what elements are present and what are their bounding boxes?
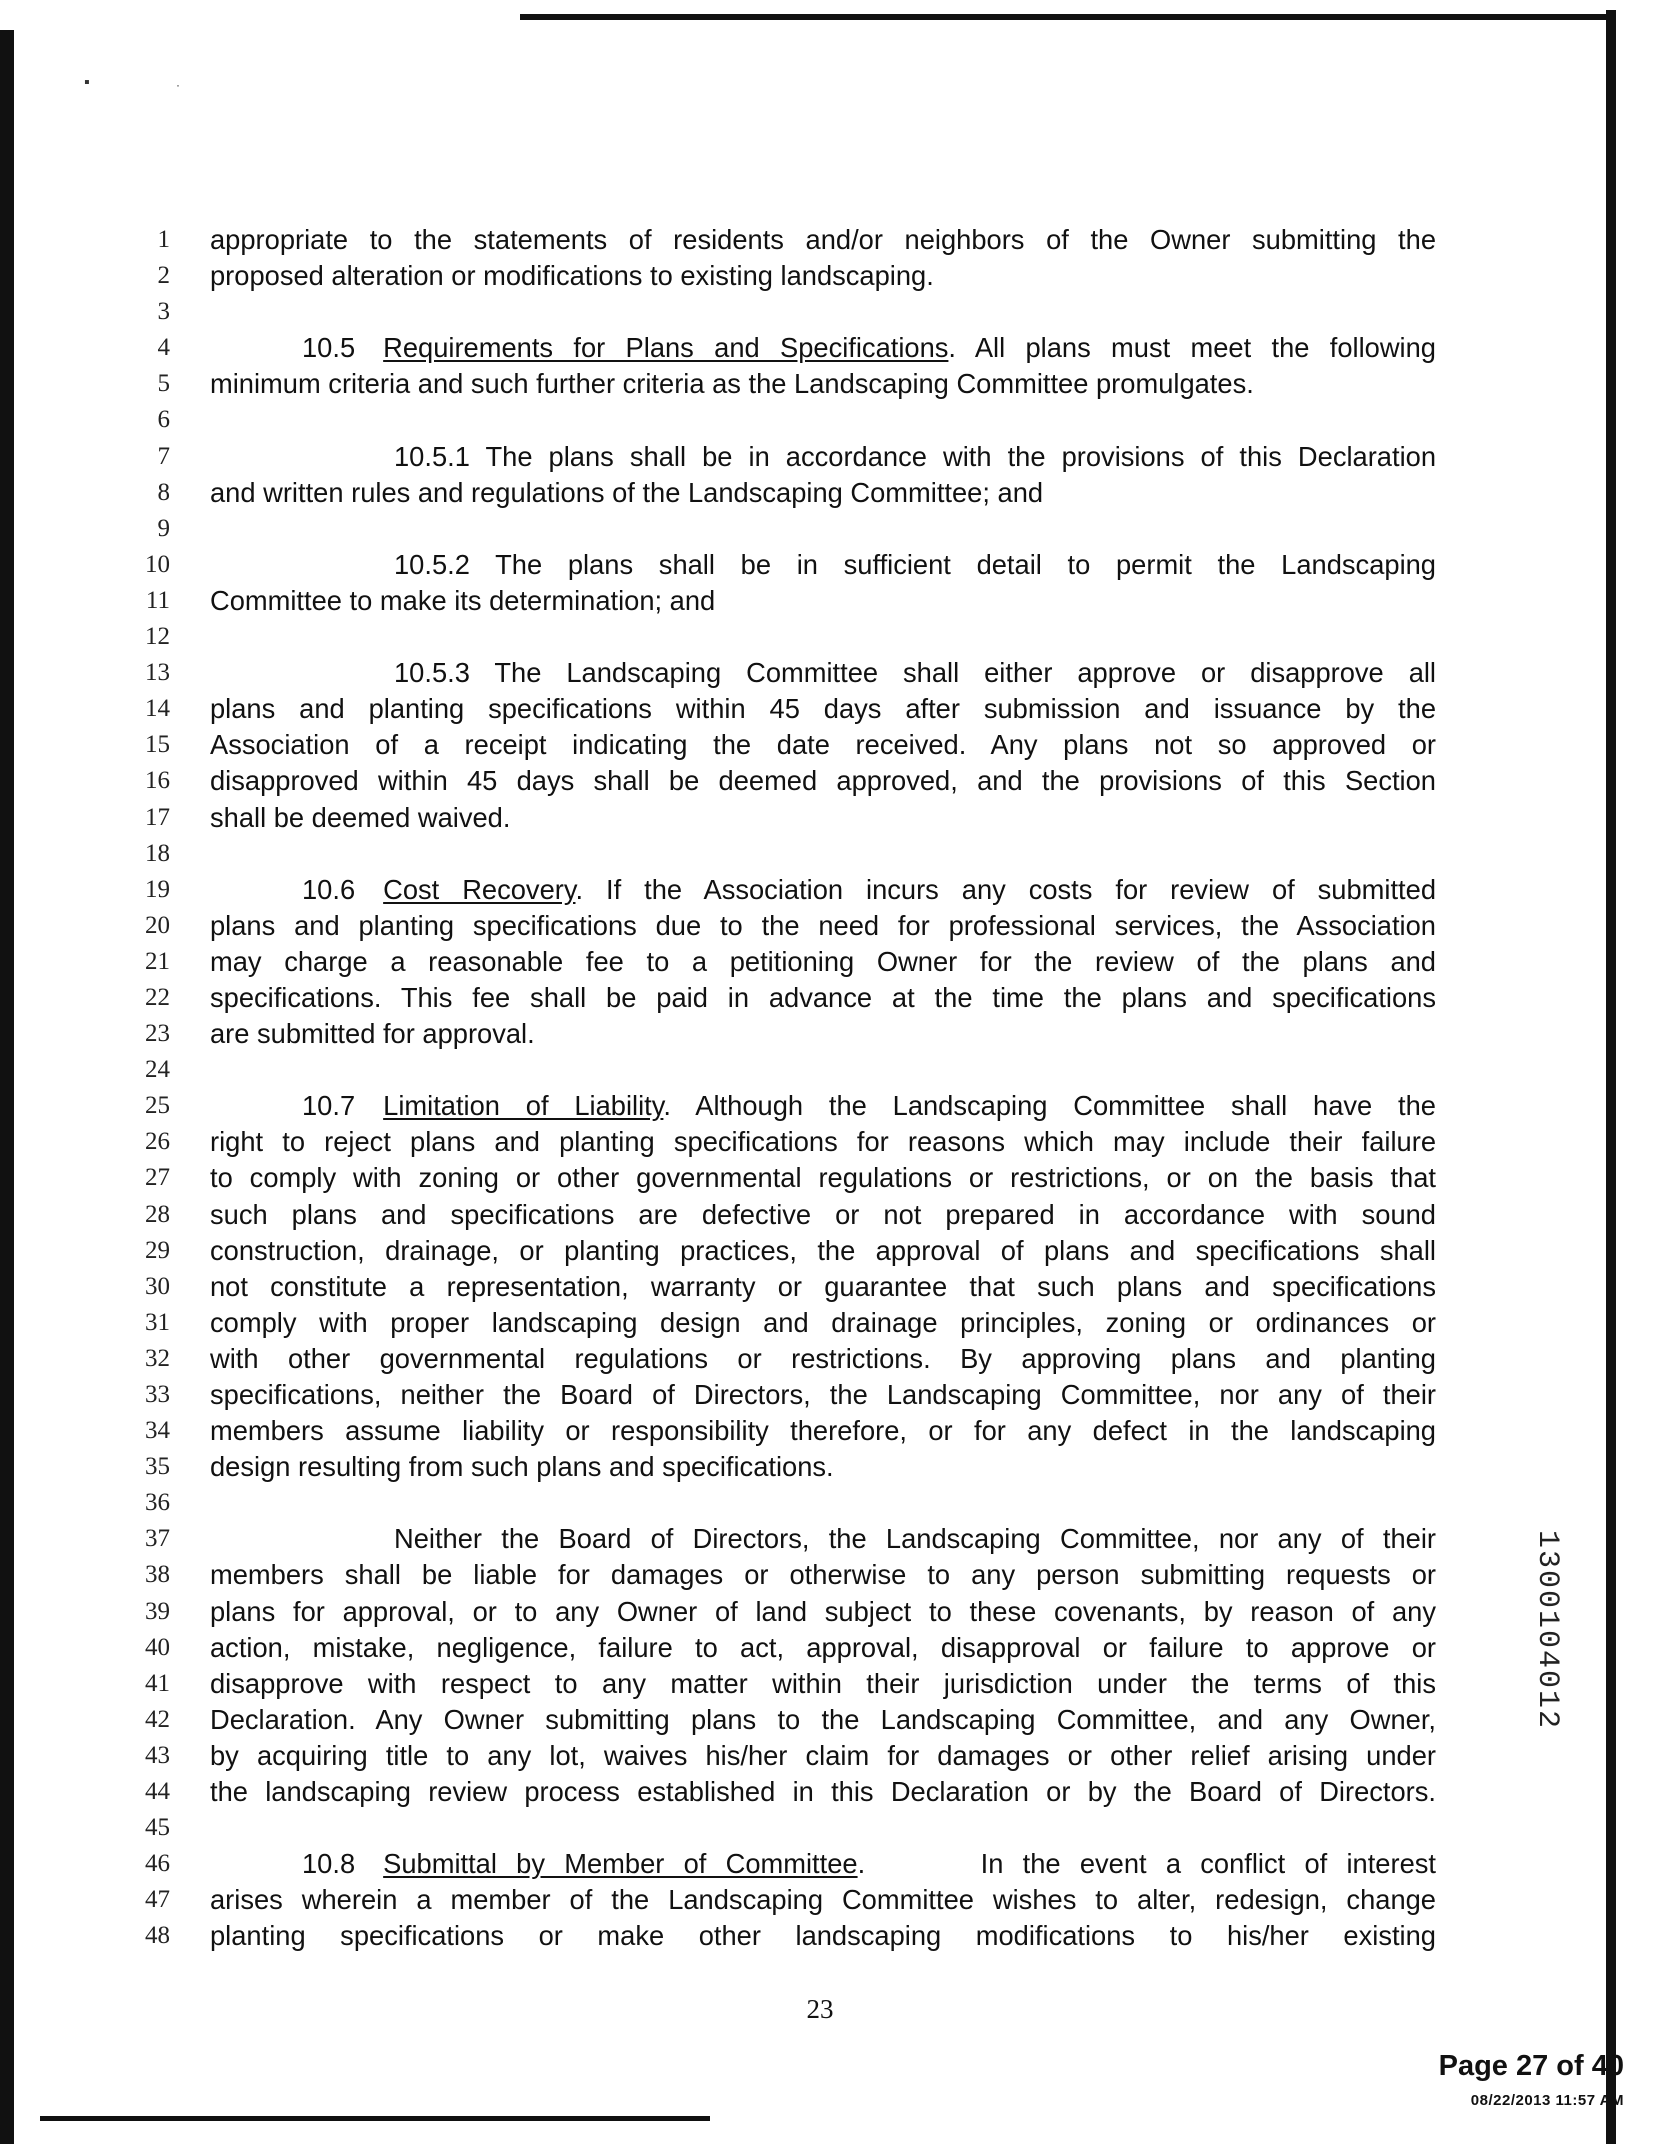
text-line: the landscaping review process established in this Declaration or by the Board of Directors. — [210, 1776, 1436, 1808]
text-line: and written rules and regulations of the Landscaping Committee; and — [210, 476, 1044, 508]
text-run: . In the event a conflict of interest — [857, 1848, 1436, 1880]
text-line: minimum criteria and such further criteria as the Landscaping Committee promulgates. — [210, 368, 1254, 400]
text-line: specifications, neither the Board of Directors, the Landscaping Committee, nor any of their — [210, 1379, 1436, 1410]
text-line: plans and planting specifications within 45 days after submission and issuance by the — [210, 693, 1436, 725]
text-run: . If the Association incurs any costs for review of submitted — [575, 873, 1437, 905]
line-number: 15 — [145, 731, 170, 759]
line-number: 35 — [145, 1453, 170, 1481]
blank-line — [210, 1052, 1436, 1088]
line-number: 21 — [145, 947, 170, 975]
section-number: 10.5 — [302, 332, 356, 364]
section-title: Cost Recovery — [383, 873, 576, 905]
line-number: 18 — [145, 839, 170, 867]
text-line: Association of a receipt indicating the date received. Any plans not so approved or — [210, 729, 1436, 761]
line-number: 45 — [145, 1814, 170, 1842]
section-title: Limitation of Liability — [383, 1090, 664, 1122]
text-line: comply with proper landscaping design and drainage principles, zoning or ordinances or — [210, 1306, 1436, 1338]
line-number: 34 — [145, 1417, 170, 1445]
line-number: 22 — [145, 983, 170, 1011]
text-line: Neither the Board of Directors, the Landscaping Committee, nor any of their — [394, 1523, 1436, 1555]
line-number: 28 — [145, 1200, 170, 1228]
text-line: are submitted for approval. — [210, 1018, 535, 1050]
section-title: Requirements for Plans and Specifications — [383, 332, 949, 364]
line-number: 3 — [157, 298, 170, 326]
section-10-8-heading-line — [210, 1846, 1436, 1882]
page-of-count: Page 27 of 40 — [1438, 2050, 1624, 2082]
text-line: right to reject plans and planting specifications for reasons which may include their failure — [210, 1126, 1436, 1158]
text-line: planting specifications or make other landscaping modifications to his/her existing — [210, 1920, 1436, 1952]
scan-speck: ▪ — [84, 74, 90, 91]
text-line: Declaration. Any Owner submitting plans to the Landscaping Committee, and any Owner, — [210, 1703, 1436, 1735]
scan-left-edge — [0, 30, 14, 2144]
scan-bottom-rule — [40, 2116, 710, 2121]
scan-top-rule — [520, 14, 1610, 20]
line-number: 2 — [157, 262, 170, 290]
text-line: disapproved within 45 days shall be deemed approved, and the provisions of this Section — [210, 765, 1436, 797]
blank-line — [210, 1485, 1436, 1521]
line-number: 24 — [145, 1056, 170, 1084]
text-run: . All plans must meet the following — [948, 332, 1436, 364]
text-line: plans and planting specifications due to the need for professional services, the Association — [210, 909, 1436, 941]
text-line: 10.5.1 The plans shall be in accordance with the provisions of this Declaration — [394, 440, 1436, 472]
line-number: 5 — [157, 370, 170, 398]
text-line: 10.5.3 The Landscaping Committee shall either approve or disapprove all — [394, 657, 1436, 689]
text-run: . Although the Landscaping Committee shall have the — [663, 1090, 1436, 1122]
line-number: 43 — [145, 1741, 170, 1769]
blank-line — [210, 619, 1436, 655]
blank-line — [210, 836, 1436, 872]
text-line: Committee to make its determination; and — [210, 584, 716, 616]
side-document-number-text: 1300104012 — [1530, 1530, 1564, 1731]
text-line: action, mistake, negligence, failure to act, approval, disapproval or failure to approve or — [210, 1631, 1436, 1663]
section-title: Submittal by Member of Committee — [383, 1848, 858, 1880]
recording-timestamp: 08/22/2013 11:57 AM — [1470, 2092, 1624, 2109]
line-number: 42 — [145, 1705, 170, 1733]
text-line: shall be deemed waived. — [210, 801, 511, 833]
text-line: with other governmental regulations or restrictions. By approving plans and planting — [210, 1342, 1436, 1374]
text-line: 10.5.2 The plans shall be in sufficient detail to permit the Landscaping — [394, 548, 1436, 580]
line-number: 47 — [145, 1886, 170, 1914]
line-number: 33 — [145, 1381, 170, 1408]
text-line: not constitute a representation, warranty or guarantee that such plans and specifications — [210, 1270, 1436, 1302]
side-document-number — [1526, 1530, 1570, 1790]
line-number: 36 — [145, 1489, 170, 1517]
line-number: 27 — [145, 1164, 170, 1192]
line-number: 29 — [145, 1236, 170, 1264]
line-number: 14 — [145, 695, 170, 723]
text-line: appropriate to the statements of residents and/or neighbors of the Owner submitting the — [210, 224, 1436, 255]
text-line: disapprove with respect to any matter within their jurisdiction under the terms of this — [210, 1667, 1436, 1699]
line-number: 16 — [145, 767, 170, 795]
line-number: 17 — [145, 803, 170, 831]
line-number: 12 — [145, 623, 170, 651]
line-number: 39 — [145, 1597, 170, 1625]
section-number: 10.7 — [302, 1090, 356, 1122]
line-number: 38 — [145, 1561, 170, 1589]
line-number: 23 — [145, 1020, 170, 1048]
line-number: 25 — [145, 1092, 170, 1120]
section-10-6-heading-line — [210, 872, 1436, 908]
text-line: by acquiring title to any lot, waives his/her claim for damages or other relief arising under — [210, 1739, 1436, 1771]
line-number: 26 — [145, 1128, 170, 1156]
text-line: proposed alteration or modifications to existing landscaping. — [210, 260, 934, 292]
scan-right-edge — [1606, 10, 1616, 2144]
line-number: 40 — [145, 1633, 170, 1661]
line-number: 41 — [145, 1669, 170, 1697]
text-line: plans for approval, or to any Owner of land subject to these covenants, by reason of any — [210, 1595, 1436, 1627]
document-body — [210, 222, 1436, 1955]
blank-line — [210, 1810, 1436, 1846]
line-number: 7 — [157, 442, 170, 470]
text-line: members shall be liable for damages or otherwise to any person submitting requests or — [210, 1559, 1436, 1591]
line-number: 11 — [145, 586, 170, 614]
line-number: 19 — [145, 875, 170, 903]
line-number: 30 — [145, 1272, 170, 1300]
line-number: 10 — [145, 550, 170, 578]
line-number: 20 — [145, 911, 170, 939]
line-number: 44 — [145, 1778, 170, 1806]
line-number: 46 — [145, 1850, 170, 1878]
line-number-column — [120, 222, 170, 1955]
line-number: 32 — [145, 1344, 170, 1372]
section-number: 10.8 — [302, 1848, 356, 1880]
text-line: to comply with zoning or other governmental regulations or restrictions, or on the basis that — [210, 1162, 1436, 1194]
text-line: members assume liability or responsibility therefore, or for any defect in the landscaping — [210, 1415, 1436, 1447]
text-line: specifications. This fee shall be paid in advance at the time the plans and specifications — [210, 981, 1436, 1013]
scan-speck: · — [176, 78, 180, 92]
section-10-5-heading-line — [210, 330, 1436, 366]
blank-line — [210, 511, 1436, 547]
line-number: 8 — [157, 478, 170, 506]
section-number: 10.6 — [302, 873, 356, 905]
line-number: 9 — [157, 514, 170, 542]
line-number: 48 — [145, 1922, 170, 1950]
page-number: 23 — [806, 1994, 834, 2024]
line-number: 37 — [145, 1525, 170, 1553]
text-line: such plans and specifications are defective or not prepared in accordance with sound — [210, 1198, 1436, 1230]
line-number: 1 — [157, 226, 170, 253]
section-10-7-heading-line — [210, 1088, 1436, 1124]
line-number: 4 — [157, 334, 170, 362]
line-number: 31 — [145, 1308, 170, 1336]
blank-line — [210, 402, 1436, 438]
text-line: may charge a reasonable fee to a petitioning Owner for the review of the plans and — [210, 945, 1436, 977]
text-line: arises wherein a member of the Landscaping Committee wishes to alter, redesign, change — [210, 1884, 1436, 1916]
line-number: 6 — [157, 406, 170, 434]
text-line: construction, drainage, or planting practices, the approval of plans and specifications shall — [210, 1234, 1436, 1266]
line-number: 13 — [145, 659, 170, 687]
blank-line — [210, 294, 1436, 330]
text-line: design resulting from such plans and specifications. — [210, 1451, 834, 1483]
